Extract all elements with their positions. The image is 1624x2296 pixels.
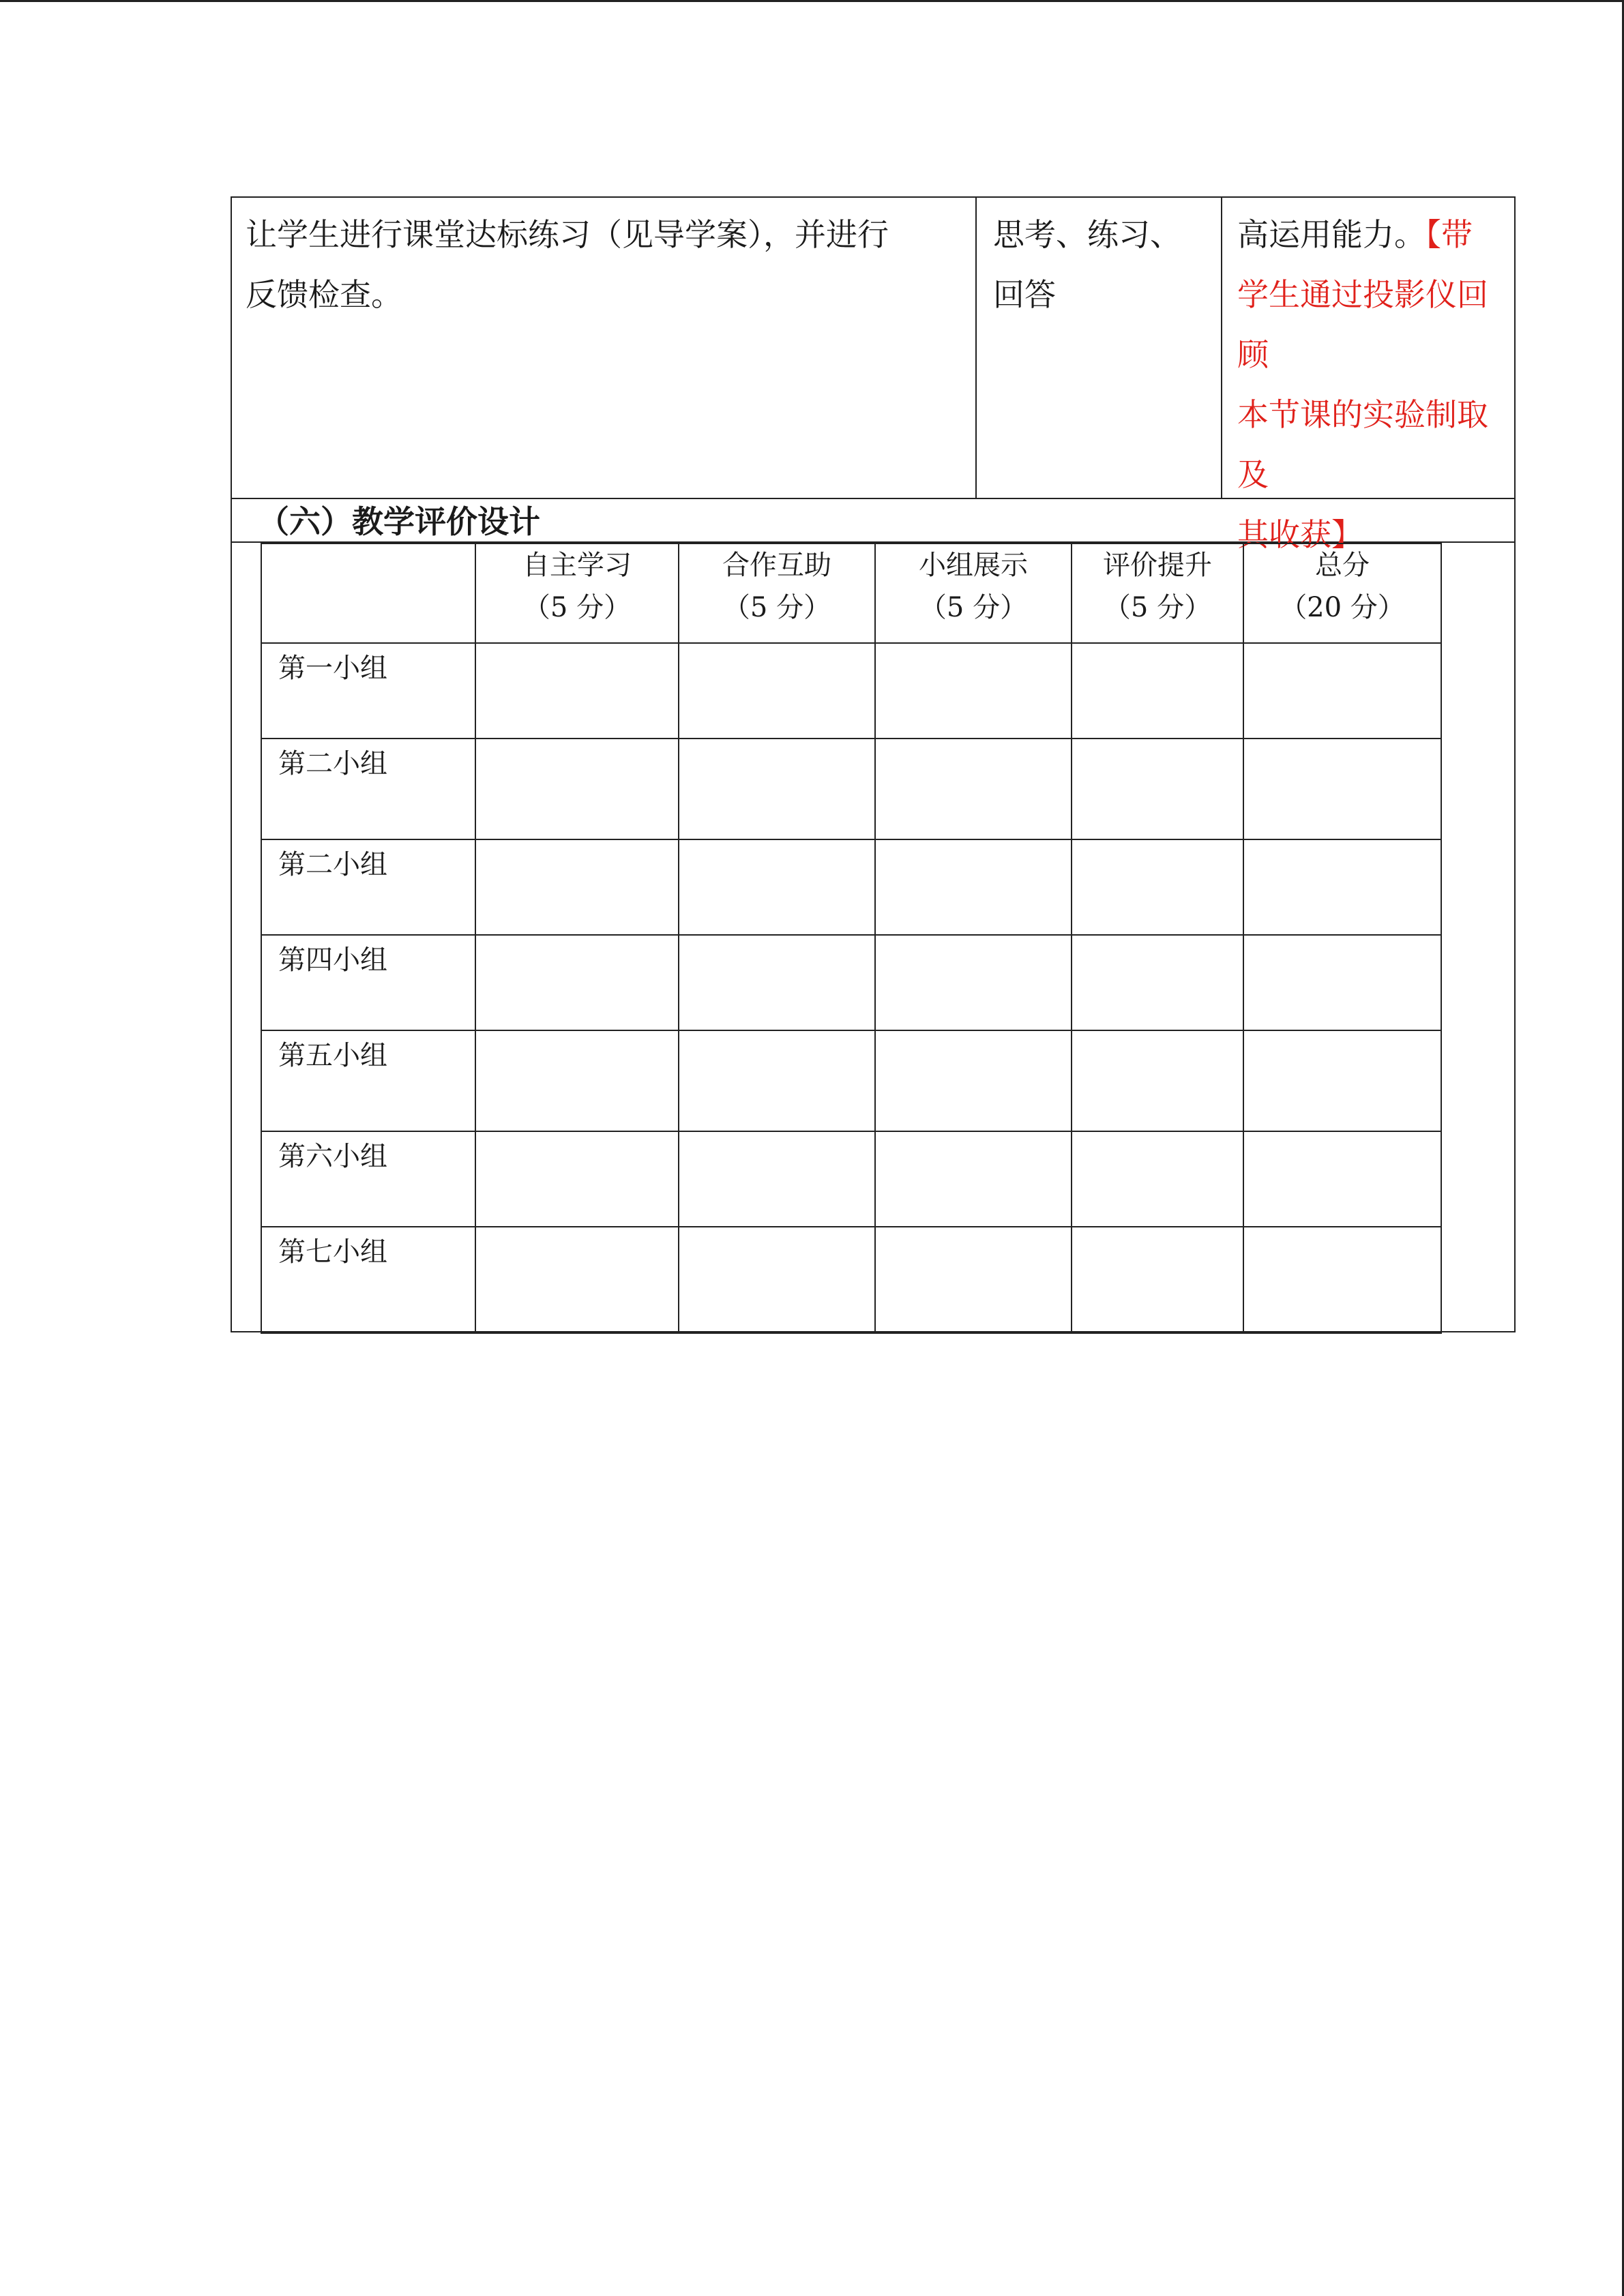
student-activity-line-1: 思考、练习、 [993,216,1181,253]
group-name: 第二小组 [261,739,475,839]
score-cell[interactable] [475,935,679,1030]
group-name: 第二小组 [261,839,475,935]
score-cell[interactable] [875,739,1072,839]
score-cell[interactable] [1243,643,1441,739]
group-name: 第四小组 [261,935,475,1030]
table-row [261,1131,1441,1227]
teacher-activity-line-2: 反馈检查。 [246,276,402,313]
score-cell[interactable] [875,839,1072,935]
table-row [261,1227,1441,1333]
score-cell[interactable] [679,935,875,1030]
page-top-border [0,0,1624,2]
score-cell[interactable] [1072,1030,1243,1131]
score-cell[interactable] [475,1030,679,1131]
table-row [261,1030,1441,1131]
group-name: 第五小组 [261,1030,475,1131]
score-cell[interactable] [875,1030,1072,1131]
header-evaluation-improve: 评价提升 （5 分） [1072,543,1243,643]
student-activity-line-2: 回答 [993,276,1056,313]
design-intent-red-3: 本节课的实验制取及 [1237,396,1488,493]
score-cell[interactable] [1243,739,1441,839]
header-total: 总分 （20 分） [1243,543,1441,643]
score-cell[interactable] [679,643,875,739]
table-row [261,839,1441,935]
score-cell[interactable] [875,643,1072,739]
score-cell[interactable] [1243,1131,1441,1227]
group-name: 第七小组 [261,1227,475,1333]
table-row [261,935,1441,1030]
score-cell[interactable] [1072,739,1243,839]
header-self-study: 自主学习 （5 分） [475,543,679,643]
score-cell[interactable] [1072,839,1243,935]
score-cell[interactable] [475,839,679,935]
design-intent-red-2: 学生通过投影仪回顾 [1237,276,1488,373]
design-intent-prefix: 高运用能力。 [1237,216,1426,253]
score-cell[interactable] [679,1227,875,1333]
evaluation-table [261,543,1442,1334]
score-cell[interactable] [875,935,1072,1030]
score-cell[interactable] [1072,935,1243,1030]
design-intent-red-4: 其收获】 [1237,516,1363,553]
table-row [261,643,1441,739]
score-cell[interactable] [679,1131,875,1227]
evaluation-header-row [261,543,1441,643]
score-cell[interactable] [1072,1131,1243,1227]
score-cell[interactable] [679,739,875,839]
header-group-show: 小组展示 （5 分） [875,543,1072,643]
row-divider-col2 [1221,196,1222,499]
student-activity-cell [993,205,1211,325]
score-cell[interactable] [679,1030,875,1131]
design-intent-cell [1237,205,1510,565]
section-heading: （六）教学评价设计 [258,503,540,540]
header-blank [261,543,475,643]
row-divider-col1 [975,196,977,499]
score-cell[interactable] [1072,643,1243,739]
design-intent-red-1: 【带 [1426,216,1473,253]
score-cell[interactable] [1243,935,1441,1030]
score-cell[interactable] [475,643,679,739]
group-name: 第一小组 [261,643,475,739]
score-cell[interactable] [1072,1227,1243,1333]
score-cell[interactable] [1243,1227,1441,1333]
score-cell[interactable] [475,1227,679,1333]
score-cell[interactable] [475,1131,679,1227]
group-name: 第六小组 [261,1131,475,1227]
score-cell[interactable] [1243,839,1441,935]
score-cell[interactable] [475,739,679,839]
score-cell[interactable] [875,1227,1072,1333]
score-cell[interactable] [875,1131,1072,1227]
header-cooperation: 合作互助 （5 分） [679,543,875,643]
score-cell[interactable] [1243,1030,1441,1131]
table-row [261,739,1441,839]
teacher-activity-line-1: 让学生进行课堂达标练习（见导学案），并进行 [246,216,889,253]
score-cell[interactable] [679,839,875,935]
teacher-activity-cell [246,205,969,325]
